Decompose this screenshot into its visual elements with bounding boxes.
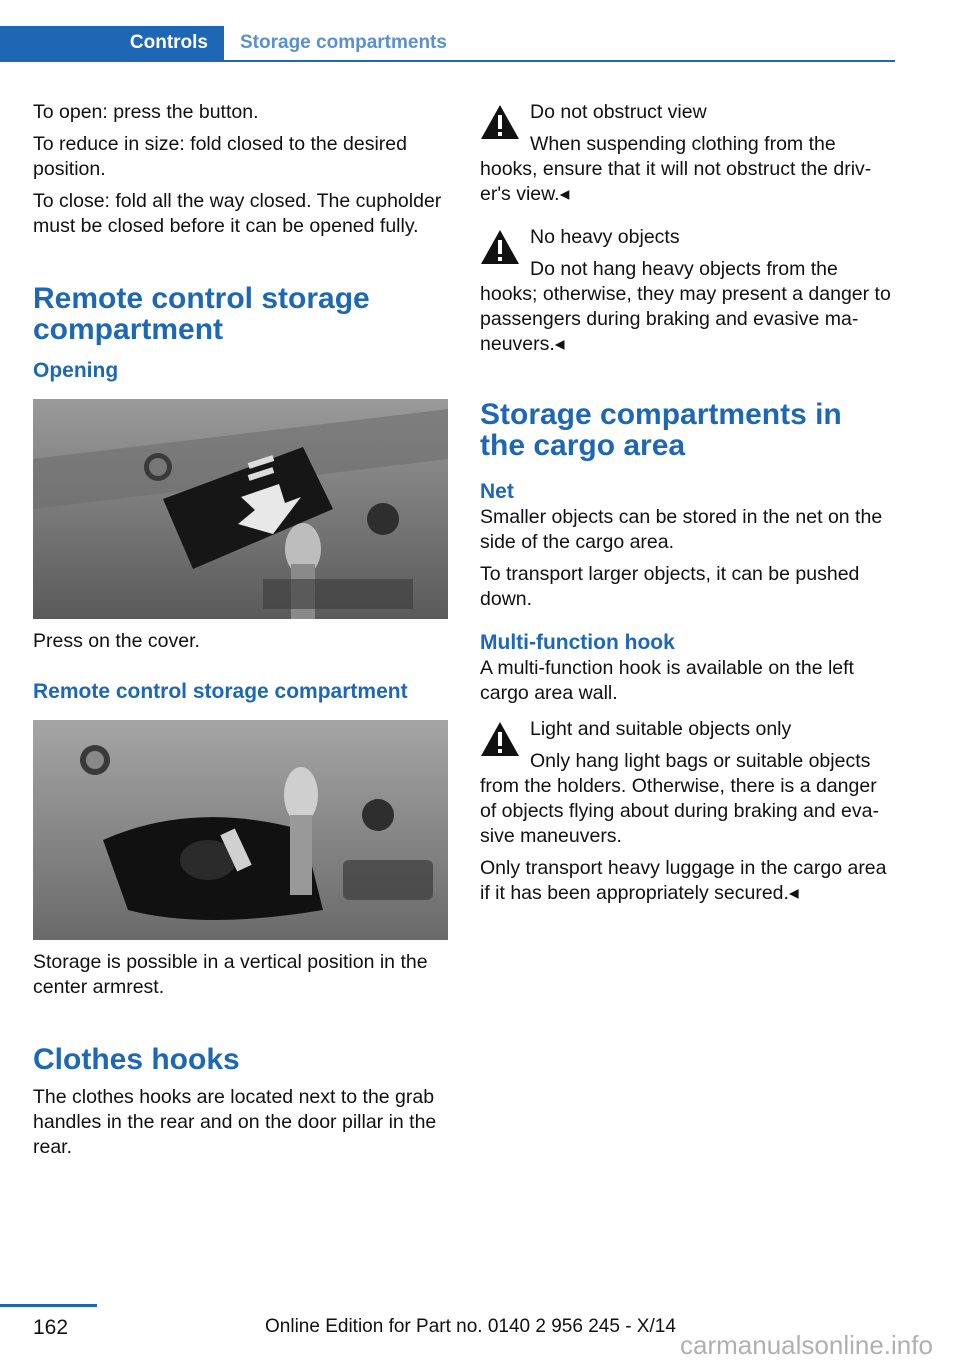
warning-body-continued: hooks, ensure that it will not obstruct the driver's view.◂ <box>480 158 872 205</box>
warning-heavy-objects <box>480 225 895 357</box>
paragraph-net-large: To transport larger objects, it can be pushed down. <box>480 563 860 610</box>
page-number: 162 <box>33 1316 69 1339</box>
heading-cargo-storage: Storage compartments in the cargo area <box>480 398 842 462</box>
left-column <box>33 100 448 1160</box>
paragraph-reduce: To reduce in size: fold closed to the desired position. <box>33 133 407 180</box>
header-subsection-tab: Storage compartments <box>240 32 447 53</box>
warning-title: Light and suitable objects only <box>530 718 792 740</box>
paragraph-heavy-luggage: Only transport heavy luggage in the cargo area if it has been appropriately secured.◂ <box>480 857 887 904</box>
warning-body-first-line: Only hang light bags or suitable objects <box>530 750 871 772</box>
edition-text: Online Edition for Part no. 0140 2 956 245 - X/14 <box>265 1316 676 1337</box>
paragraph-clothes-hooks: The clothes hooks are located next to the grab handles in the rear and on the door pillar in the rear. <box>33 1086 437 1158</box>
warning-body-first-line: When suspending clothing from the <box>530 133 836 155</box>
warning-body-first-line: Do not hang heavy objects from the <box>530 258 838 280</box>
paragraph-net-small: Smaller objects can be stored in the net on the side of the cargo area. <box>480 506 883 553</box>
watermark-text: carmanualsonline.info <box>680 1330 933 1360</box>
footer-rule <box>0 1304 97 1307</box>
paragraph-press-cover: Press on the cover. <box>33 630 200 652</box>
warning-body-continued: from the holders. Otherwise, there is a danger of objects flying about during braking and evasive maneuvers. <box>480 775 879 847</box>
warning-light-objects <box>480 717 895 849</box>
warning-triangle-icon <box>480 721 520 757</box>
heading-remote-control-storage-2: Remote control storage compartment <box>33 680 408 703</box>
warning-title: Do not obstruct view <box>530 101 707 123</box>
header-rule <box>0 60 895 62</box>
paragraph-open: To open: press the button. <box>33 101 259 123</box>
heading-clothes-hooks: Clothes hooks <box>33 1043 240 1076</box>
paragraph-close: To close: fold all the way closed. The cupholder must be closed before it can be opened fully. <box>33 190 442 237</box>
console-cover-illustration <box>33 399 448 619</box>
warning-title: No heavy objects <box>530 226 680 248</box>
heading-remote-control-storage: Remote control storage compartment <box>33 282 370 346</box>
warning-triangle-icon <box>480 104 520 140</box>
paragraph-storage-vertical: Storage is possible in a vertical position in the center armrest. <box>33 951 428 998</box>
heading-multi-function-hook: Multi-function hook <box>480 631 675 654</box>
warning-triangle-icon <box>480 229 520 265</box>
warning-body-continued: hooks; otherwise, they may present a danger to passengers during braking and evasive maneuvers.◂ <box>480 283 891 355</box>
armrest-storage-illustration <box>33 720 448 940</box>
paragraph-hook: A multi-function hook is available on the left cargo area wall. <box>480 657 854 704</box>
warning-obstruct-view <box>480 100 895 207</box>
photo-console-cover <box>33 399 448 619</box>
heading-opening: Opening <box>33 359 119 382</box>
page-header <box>0 26 895 62</box>
photo-armrest-storage <box>33 720 448 940</box>
right-column <box>480 100 895 906</box>
heading-net: Net <box>480 480 514 503</box>
header-section-tab: Controls <box>0 26 224 60</box>
